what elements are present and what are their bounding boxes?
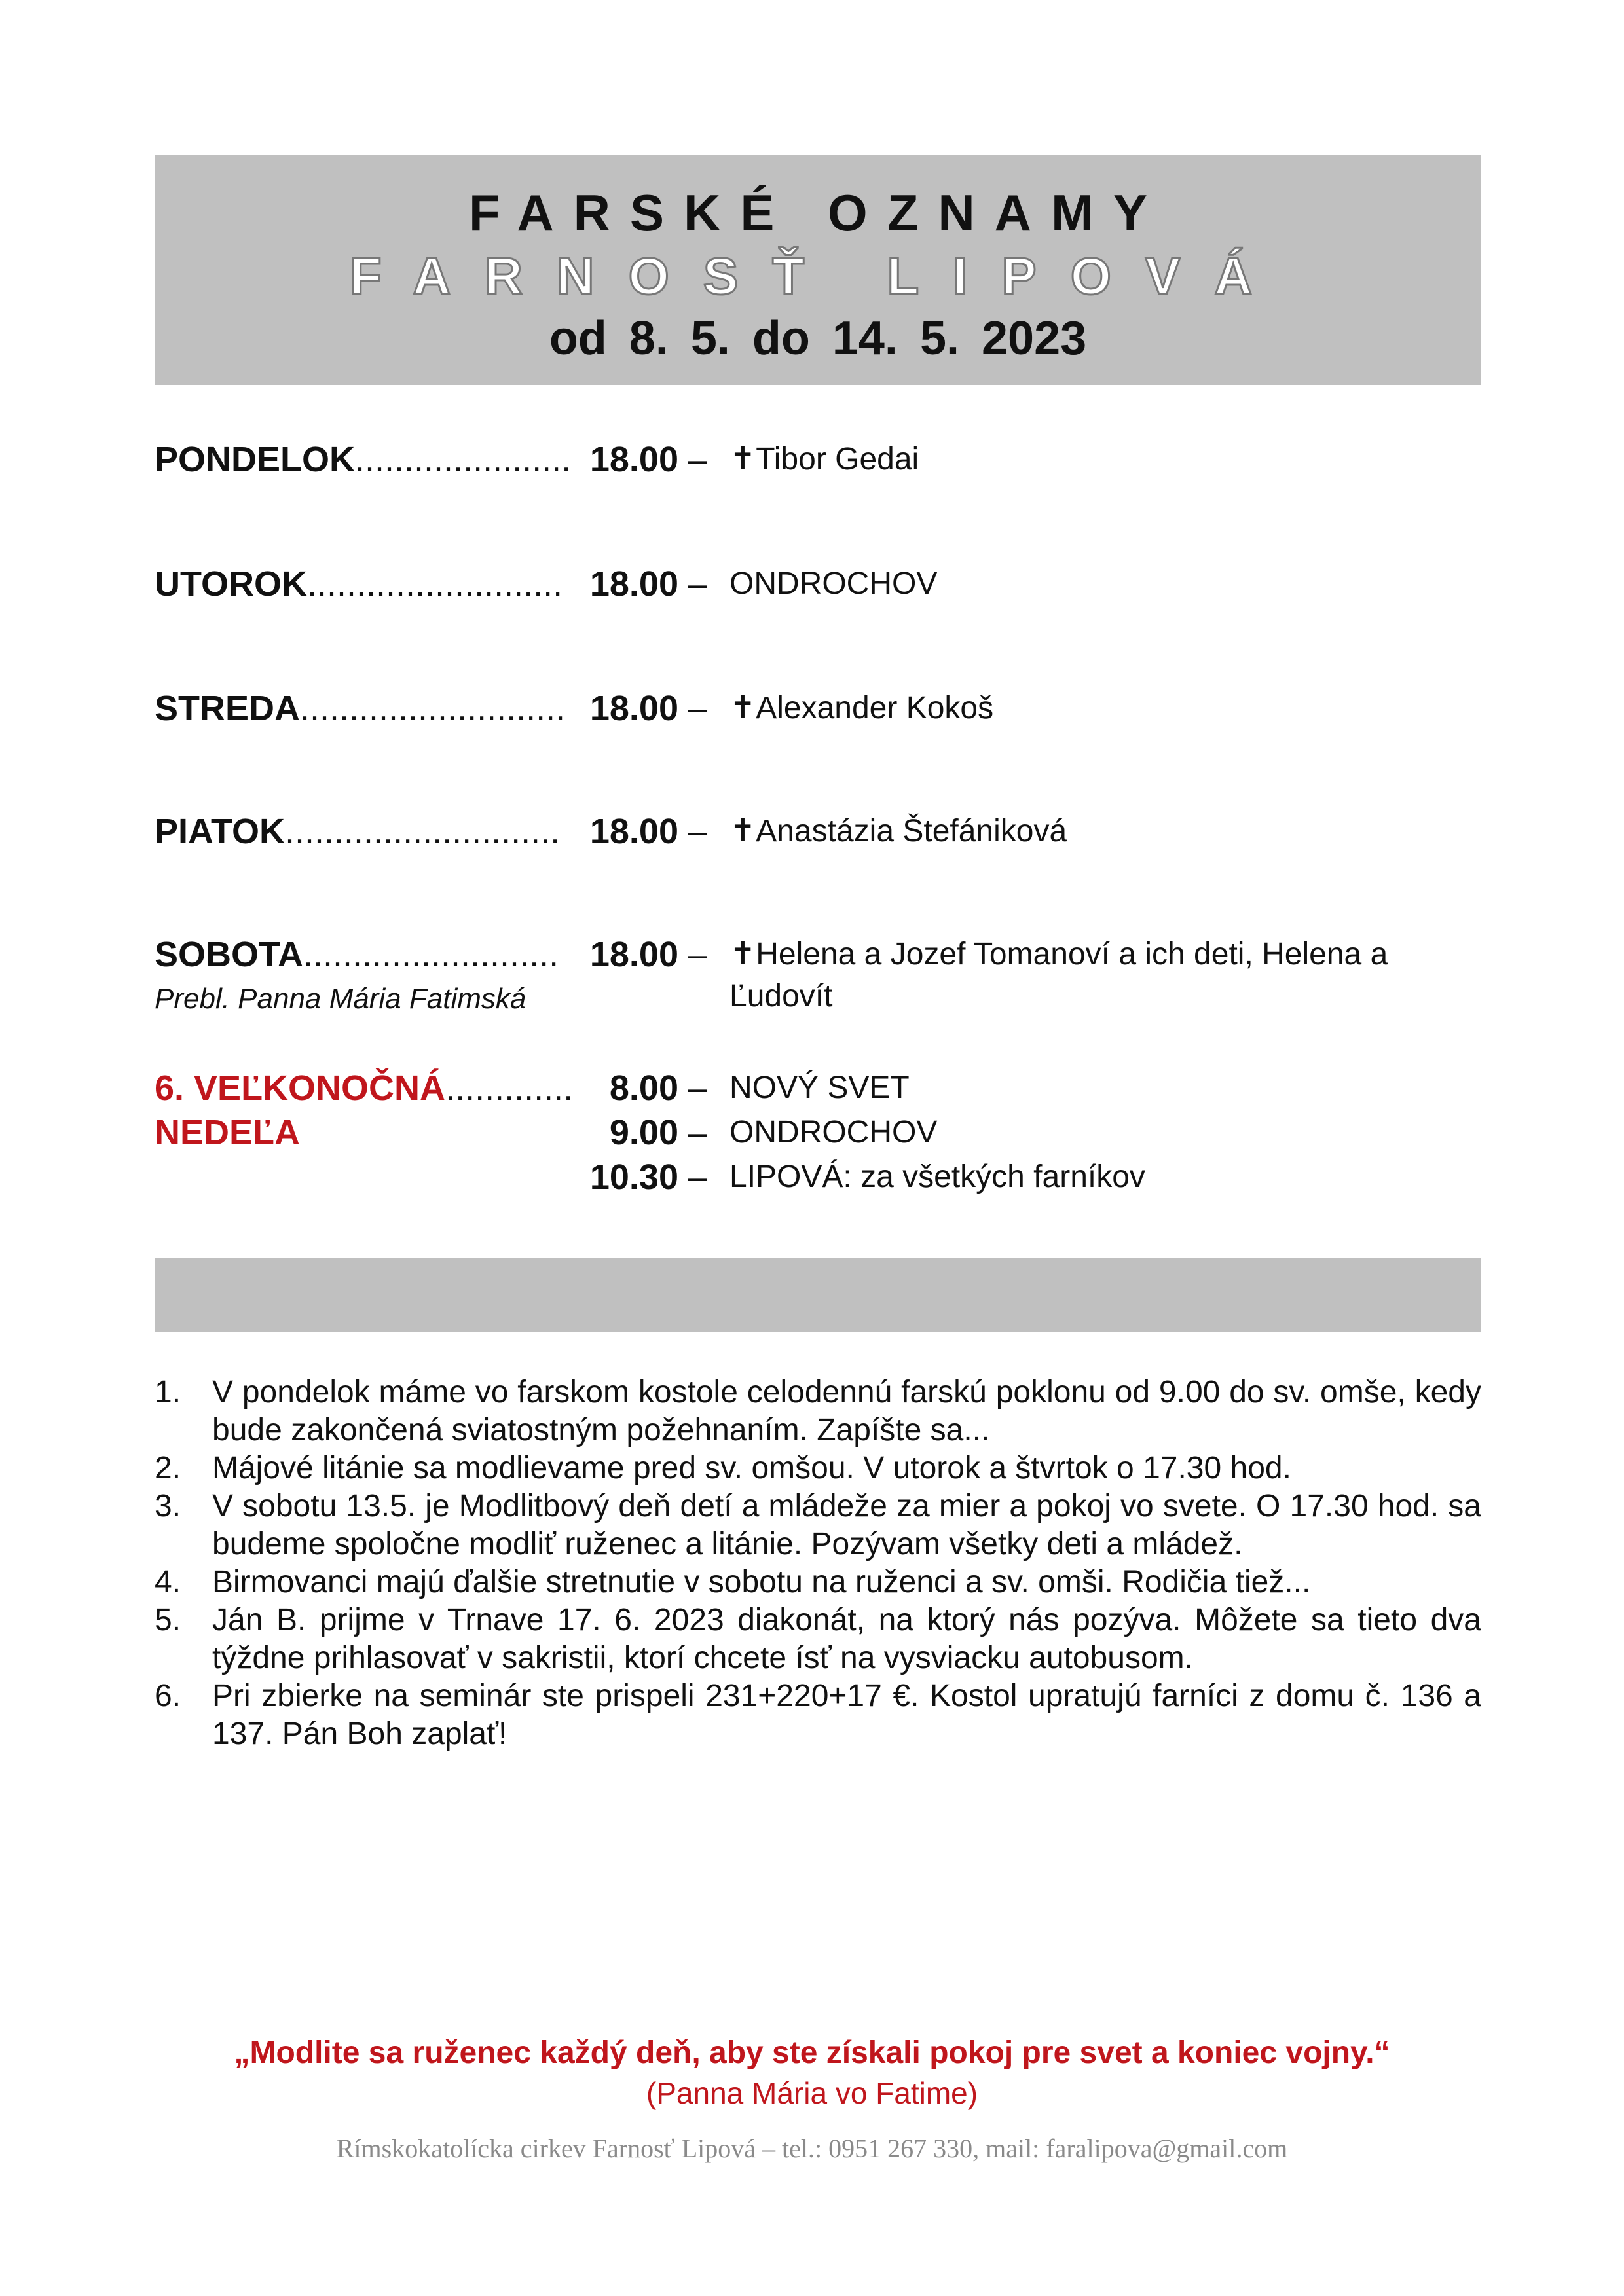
footer-contact: Rímskokatolícka cirkev Farnosť Lipová – tel.: 0951 267 330, mail: faralipova@gmail.com [336,2134,1288,2163]
list-item: 1. V pondelok máme vo farskom kostole celodennú farskú poklonu od 9.00 do sv. omše, kedy bude zakončená sviatostným požehnaním. Zapíšte sa... [155,1375,1481,1448]
mass-intention: LIPOVÁ: za všetkých farníkov [729,1159,1145,1194]
mass-intention: NOVÝ SVET [729,1070,910,1105]
list-item: 4. Birmovanci majú ďalšie stretnutie v sobotu na ruženci a sv. omši. Rodičia tiež... [155,1565,1311,1599]
mass-intention: ✝Helena a Jozef Tomanoví a ich deti, Helena a Ľudovít [729,937,1388,1013]
mass-intention: ✝Alexander Kokoš [729,691,994,725]
day-name: UTOROK.......................... [155,564,563,604]
schedule-row-tuesday [0,563,1624,605]
dash: – [688,440,708,479]
sunday-title: 6. VEĽKONOČNÁ............. [155,1068,574,1108]
mass-intention: ONDROCHOV [729,1115,938,1150]
mass-time: 18.00 [589,935,678,974]
mass-time: 18.00 [589,564,678,604]
list-item: 3. V sobotu 13.5. je Modlitbový deň detí a mládeže za mier a pokoj vo svete. O 17.30 hod. sa budeme spoločne modliť ruženec a litánie. Pozývam všetky deti a mládež. [155,1489,1481,1561]
list-item: 2. Májové litánie sa modlievame pred sv. omšou. V utorok a štvrtok o 17.30 hod. [155,1451,1291,1485]
quote-text: „Modlite sa ruženec každý deň, aby ste získali pokoj pre svet a koniec vojny.“ [234,2035,1390,2070]
dash: – [688,1113,708,1152]
mass-time: 10.30 [589,1157,678,1197]
mass-time: 18.00 [589,440,678,479]
mass-intention: ✝Tibor Gedai [729,442,919,477]
dash: – [688,1157,708,1197]
feast-note: Prebl. Panna Mária Fatimská [155,983,526,1015]
schedule-row-wednesday [0,687,1624,729]
parish-name: FARNOSŤ LIPOVÁ [349,247,1287,305]
dash: – [688,1068,708,1108]
divider-bar [155,1258,1481,1332]
schedule-sunday [0,1067,1624,1198]
schedule-row-saturday [0,934,1624,1025]
quote-source: (Panna Mária vo Fatime) [646,2076,978,2110]
mass-intention: ✝Anastázia Štefániková [729,814,1067,848]
page-title: FARSKÉ OZNAMY [468,184,1168,242]
dash: – [688,812,708,851]
dash: – [688,564,708,604]
day-name: STREDA........................... [155,689,566,728]
day-name: PONDELOK...................... [155,440,572,479]
notices-list [155,1374,1481,1753]
date-range: od 8. 5. do 14. 5. 2023 [549,312,1087,365]
mass-time: 9.00 [609,1113,678,1152]
sunday-subtitle: NEDEĽA [155,1113,301,1152]
list-item: 6. Pri zbierke na seminár ste prispeli 231+220+17 €. Kostol upratujú farníci z domu č. 136 a 137. Pán Boh zaplať! [155,1679,1481,1751]
schedule-row-friday [0,811,1624,852]
list-item: 5. Ján B. prijme v Trnave 17. 6. 2023 diakonát, na ktorý nás pozýva. Môžete sa tieto dva týždne prihlasovať v sakristii, ktorí chcete ísť na vysviacku autobusom. [155,1603,1481,1675]
day-name: PIATOK............................ [155,812,561,851]
mass-time: 8.00 [609,1068,678,1108]
header-banner [155,155,1481,385]
day-name: SOBOTA.......................... [155,935,559,974]
mass-time: 18.00 [589,689,678,728]
mass-intention: ONDROCHOV [729,566,938,601]
schedule-row-monday [0,439,1624,481]
dash: – [688,689,708,728]
dash: – [688,935,708,974]
mass-time: 18.00 [589,812,678,851]
